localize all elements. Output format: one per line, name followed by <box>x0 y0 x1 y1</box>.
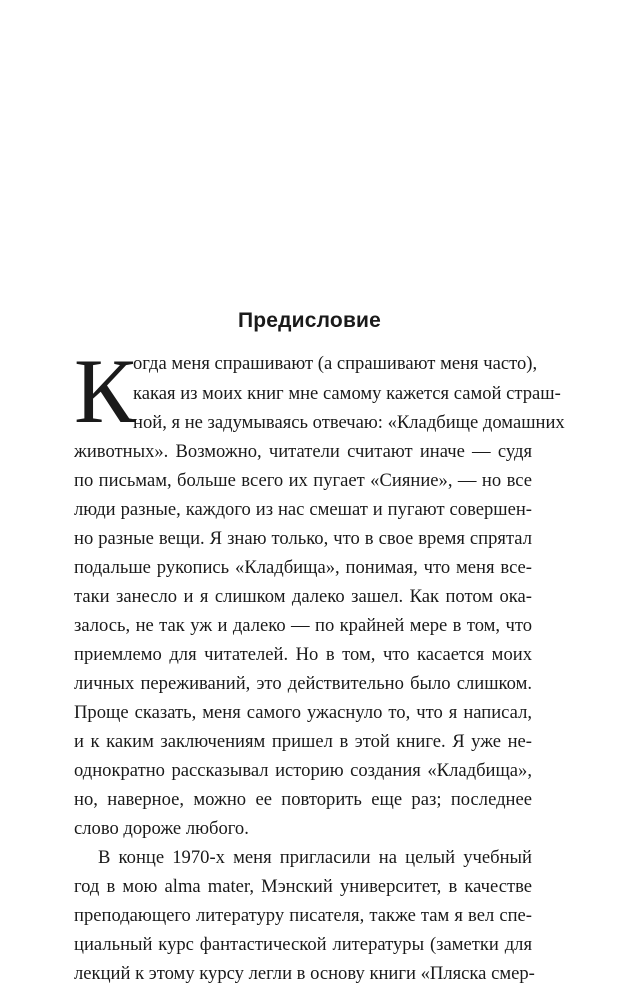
text-line: ной, я не задумываясь отвечаю: «Кладбище домашних <box>133 412 565 433</box>
text-line: и к каким заключениям пришел в этой книге. Я уже не- <box>74 731 532 752</box>
text-line: но, наверное, можно ее повторить еще раз; последнее <box>74 789 532 810</box>
text-line: какая из моих книг мне самому кажется самой страш- <box>133 383 561 404</box>
text-line: однократно рассказывал историю создания «Кладбища», <box>74 760 532 781</box>
chapter-heading: Предисловие <box>237 309 382 332</box>
text-line: циальный курс фантастической литературы (заметки для <box>74 934 532 955</box>
text-line: по письмам, больше всего их пугает «Сияние», — но все <box>74 470 532 491</box>
text-line: слово дороже любого. <box>74 818 249 839</box>
text-line: огда меня спрашивают (а спрашивают меня часто), <box>133 353 538 374</box>
text-line: люди разные, каждого из нас смешат и пугают совершен- <box>74 499 532 520</box>
text-line: приемлемо для читателей. Но в том, что касается моих <box>74 644 532 665</box>
text-line: лекций к этому курсу легли в основу книги «Пляска смер- <box>74 963 535 984</box>
text-line: животных». Возможно, читатели считают иначе — судя <box>74 441 532 462</box>
text-line: год в мою alma mater, Мэнский университет, в качестве <box>74 876 532 897</box>
text-line: преподающего литературу писателя, также там я вел спе- <box>74 905 532 926</box>
text-line: Проще сказать, меня самого ужаснуло то, что я написал, <box>74 702 532 723</box>
text-line: залось, не так уж и далеко — по крайней мере в том, что <box>74 615 532 636</box>
text-line: подальше рукопись «Кладбища», понимая, что меня все- <box>74 557 532 578</box>
text-line: но разные вещи. Я знаю только, что в свое время спрятал <box>74 528 532 549</box>
text-line: личных переживаний, это действительно было слишком. <box>74 673 532 694</box>
text-line: В конце 1970-х меня пригласили на целый учебный <box>98 847 532 868</box>
text-line: таки занесло и я слишком далеко зашел. Как потом ока- <box>74 586 532 607</box>
drop-cap-letter: К <box>74 340 136 442</box>
